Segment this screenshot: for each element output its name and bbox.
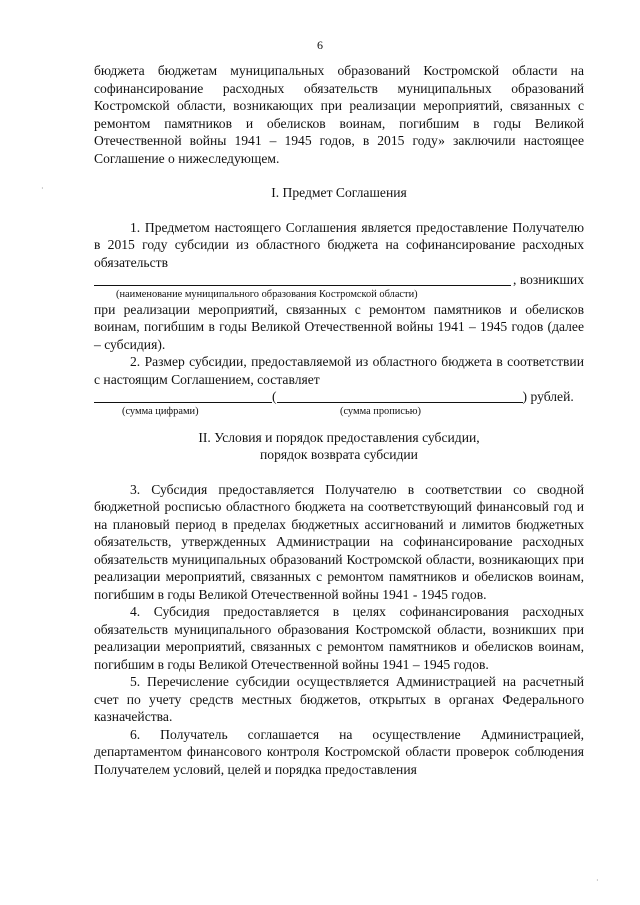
clause-1-after-line: , возникших [513, 272, 584, 287]
section-2-title-line-2: порядок возврата субсидии [260, 447, 418, 462]
amount-words-blank[interactable] [277, 390, 523, 403]
clause-5-text: 5. Перечисление субсидии осуществляется Администрацией на расчетный счет по учету средств местных бюджетов, открытых в органах Федерального казначейства. [94, 674, 584, 724]
clause-6-text: 6. Получатель соглашается на осуществление Администрацией, департаментом финансового контроля Костромской области проверок соблюдения Получателем условий, целей и порядка предоставления [94, 726, 584, 777]
clause-2-text: 2. Размер субсидии, предоставляемой из областного бюджета в соответствии с настоящим Соглашением, составляет [94, 354, 584, 387]
municipality-name-field [94, 271, 584, 289]
intro-paragraph: бюджета бюджетам муниципальных образований Костромской области на софинансирование расходных обязательств муниципальных образований Костромской области, возникающих при реализации мероприятий, связанных с ремонтом памятников и обелисков воинам, погибшим в годы Великой Отечественной войны 1941 – 1945 годов, в 2015 году» заключили настоящее Соглашение о нижеследующем. [94, 63, 584, 166]
section-2-title-line-1: II. Условия и порядок предоставления субсидии, [198, 429, 480, 445]
amount-close-text: ) рублей. [522, 389, 574, 404]
subsidy-amount-field [94, 388, 584, 406]
clause-1-end: при реализации мероприятий, связанных с ремонтом памятников и обелисков воинам, погибшим в годы Великой Отечественной войны 1941 – 1945 годов (далее – субсидия). [94, 301, 584, 352]
clause-3-text: 3. Субсидия предоставляется Получателю в соответствии со сводной бюджетной росписью областного бюджета на соответствующий финансовый год и на плановый период в пределах бюджетных ассигнований и лимитов бюджетных обязательств, утвержденных Администрации на софинансирование расходных обязательств муниципальных образований Костромской области, возникающих при реализации мероприятий, связанных с ремонтом памятников и обелисков воинам, погибшим в годы Великой Отечественной войны 1941 - 1945 годов. [94, 481, 584, 602]
clause-1-text: 1. Предметом настоящего Соглашения является предоставление Получателю в 2015 году субсидии из областного бюджета на софинансирование расходных обязательств [94, 219, 584, 270]
section-1-title: I. Предмет Соглашения [271, 185, 407, 200]
caption-words: (сумма прописью) [340, 405, 421, 417]
scan-speck: · [596, 876, 599, 885]
amount-captions [94, 406, 584, 419]
clause-4-text: 4. Субсидия предоставляется в целях софинансирования расходных обязательств муниципального образования Костромской области, возникших при реализации мероприятий, связанных с ремонтом памятников и обелисков воинам, погибшим в годы Великой Отечественной войны 1941 – 1945 годов. [94, 604, 584, 672]
document-body [94, 62, 584, 778]
page-number: 6 [317, 38, 323, 52]
caption-digits: (сумма цифрами) [122, 405, 199, 417]
municipality-name-blank[interactable] [94, 273, 511, 286]
amount-open-paren: ( [272, 389, 277, 404]
municipality-name-caption: (наименование муниципального образования Костромской области) [116, 288, 418, 300]
amount-digits-blank[interactable] [94, 390, 272, 403]
scan-speck: · [41, 184, 44, 193]
